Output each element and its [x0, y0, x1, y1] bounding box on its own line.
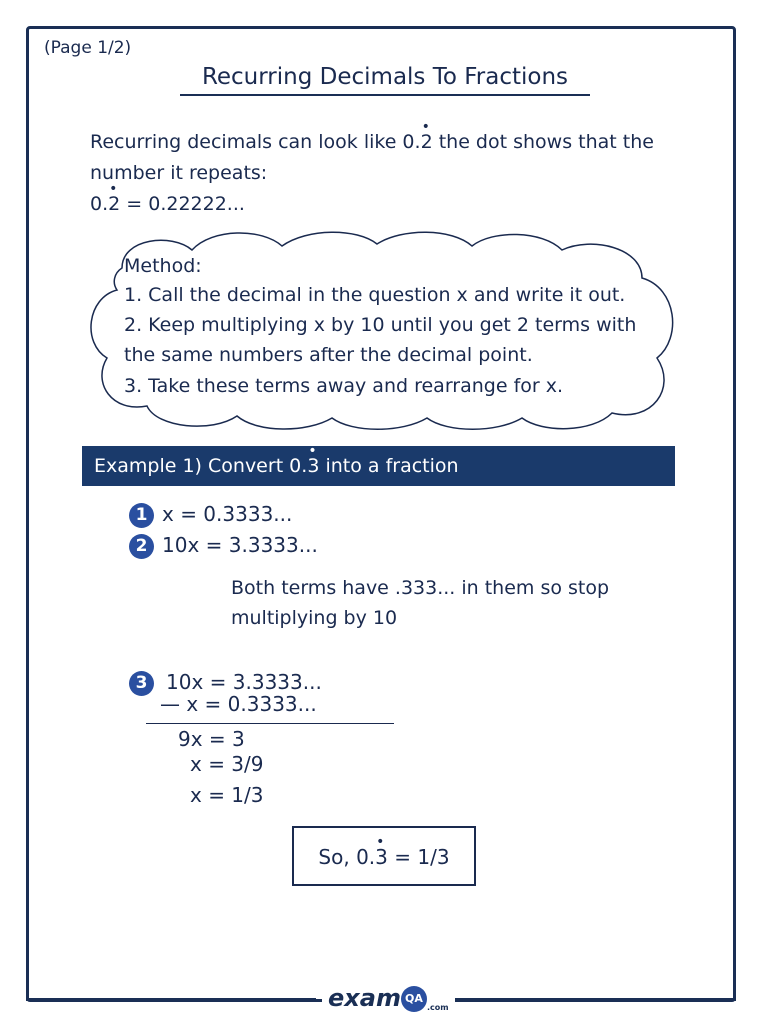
method-step-2a: 2. Keep multiplying x by 10 until you get 2 terms with	[124, 314, 637, 336]
intro-line-1	[90, 127, 654, 158]
recurring-digit: • 2	[421, 127, 433, 158]
footer-line-right	[450, 998, 736, 1001]
logo-text: exam	[328, 984, 401, 1012]
result-line-3: x = 1/3	[190, 783, 264, 807]
step-3-badge: 3	[129, 671, 154, 696]
page-title: Recurring Decimals To Fractions	[180, 64, 590, 96]
intro-text: = 0.22222...	[120, 193, 245, 215]
step-1-text: x = 0.3333...	[162, 502, 293, 526]
subtraction-rule	[146, 723, 394, 724]
answer-text: = 1/3	[387, 845, 450, 869]
subtraction-line: — x = 0.3333...	[160, 692, 317, 716]
page-number: (Page 1/2)	[44, 38, 132, 58]
method-step-2b: the same numbers after the decimal point.	[124, 344, 533, 366]
footer-line-left	[26, 998, 316, 1001]
example-banner	[82, 446, 675, 486]
working-step-1	[129, 502, 292, 528]
step-2-badge: 2	[129, 534, 154, 559]
method-step-3: 3. Take these terms away and rearrange for x.	[124, 375, 564, 397]
method-step-1: 1. Call the decimal in the question x and write it out.	[124, 284, 626, 306]
banner-text: Example 1) Convert 0.	[94, 455, 308, 477]
logo-badge: QA	[401, 986, 427, 1012]
examqa-logo	[322, 984, 455, 1014]
logo-suffix: .com	[426, 1003, 449, 1012]
intro-line-2: number it repeats:	[90, 162, 268, 184]
intro-text: the dot shows that the	[432, 131, 654, 153]
recurring-digit: • 3	[307, 446, 319, 486]
note-line-1: Both terms have .333... in them so stop	[231, 577, 610, 599]
intro-text: 0.	[90, 193, 109, 215]
step-2-text: 10x = 3.3333...	[162, 533, 318, 557]
intro-line-3	[90, 189, 245, 220]
answer-text: So, 0.	[318, 845, 376, 869]
intro-text: Recurring decimals can look like 0.	[90, 131, 421, 153]
answer-box	[292, 826, 476, 886]
step-3-text: 10x = 3.3333...	[166, 670, 322, 694]
working-step-2	[129, 533, 318, 559]
result-line-2: x = 3/9	[190, 752, 264, 776]
banner-text: into a fraction	[319, 455, 459, 477]
step-1-badge: 1	[129, 503, 154, 528]
method-heading: Method:	[124, 255, 202, 277]
result-line-1: 9x = 3	[178, 727, 245, 751]
note-line-2: multiplying by 10	[231, 607, 398, 629]
recurring-digit: • 3	[375, 828, 388, 886]
recurring-digit: • 2	[108, 189, 120, 220]
